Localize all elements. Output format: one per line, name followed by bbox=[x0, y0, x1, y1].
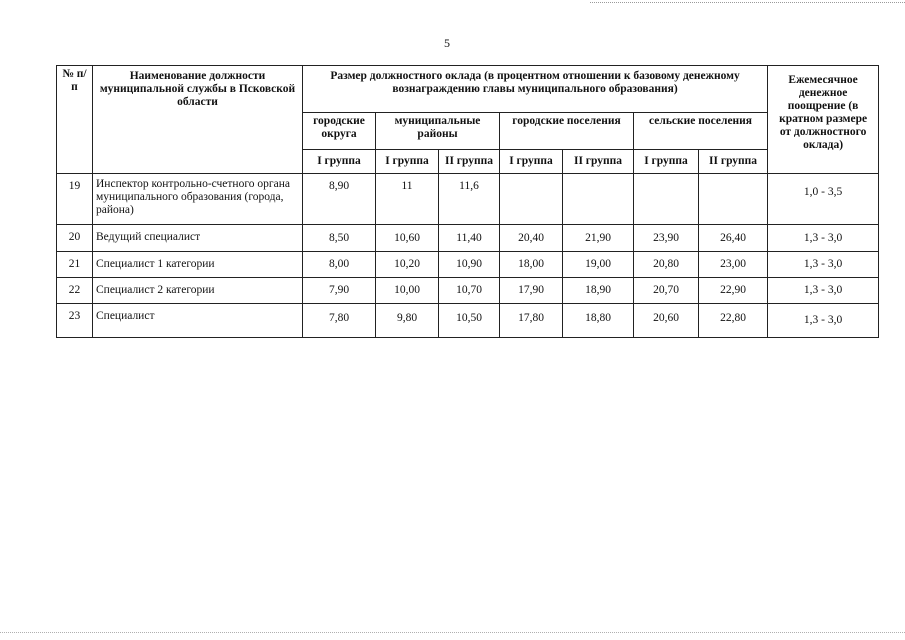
row-value: 18,00 bbox=[500, 252, 563, 278]
row-bonus: 1,3 - 3,0 bbox=[768, 252, 879, 278]
row-value: 22,90 bbox=[699, 278, 768, 304]
row-value: 18,80 bbox=[563, 304, 634, 338]
header-subgroup: I группа bbox=[303, 150, 376, 174]
row-position-name: Ведущий специалист bbox=[93, 225, 303, 252]
scan-edge-bottom bbox=[0, 632, 905, 633]
row-value: 8,90 bbox=[303, 174, 376, 225]
row-bonus: 1,0 - 3,5 bbox=[768, 174, 879, 225]
header-subgroup: II группа bbox=[563, 150, 634, 174]
row-value: 17,80 bbox=[500, 304, 563, 338]
salary-table bbox=[56, 65, 879, 338]
row-number: 19 bbox=[57, 174, 93, 225]
scan-edge-top bbox=[590, 2, 905, 3]
row-value bbox=[500, 174, 563, 225]
row-value: 26,40 bbox=[699, 225, 768, 252]
row-position-name: Специалист 2 категории bbox=[93, 278, 303, 304]
header-group-city-districts: городские округа bbox=[303, 113, 376, 150]
row-position-name: Специалист bbox=[93, 304, 303, 338]
row-value: 20,40 bbox=[500, 225, 563, 252]
row-position-name: Инспектор контрольно-счетного органа муниципального образования (города, района) bbox=[93, 174, 303, 225]
row-position-name: Специалист 1 категории bbox=[93, 252, 303, 278]
page-number: 5 bbox=[444, 36, 450, 50]
row-value: 11,40 bbox=[439, 225, 500, 252]
row-value bbox=[634, 174, 699, 225]
header-subgroup: I группа bbox=[500, 150, 563, 174]
row-value: 10,50 bbox=[439, 304, 500, 338]
row-value: 21,90 bbox=[563, 225, 634, 252]
row-value: 7,90 bbox=[303, 278, 376, 304]
row-number: 22 bbox=[57, 278, 93, 304]
header-monthly-bonus: Ежемесячное денежное поощрение (в кратном размере от должностного оклада) bbox=[768, 66, 879, 174]
table-row bbox=[57, 225, 879, 252]
header-subgroup: II группа bbox=[699, 150, 768, 174]
row-value: 20,60 bbox=[634, 304, 699, 338]
row-value: 18,90 bbox=[563, 278, 634, 304]
row-value: 8,00 bbox=[303, 252, 376, 278]
row-number: 21 bbox=[57, 252, 93, 278]
header-subgroup: I группа bbox=[376, 150, 439, 174]
row-value bbox=[699, 174, 768, 225]
table-row bbox=[57, 278, 879, 304]
row-value: 10,70 bbox=[439, 278, 500, 304]
row-bonus: 1,3 - 3,0 bbox=[768, 304, 879, 338]
header-salary-size: Размер должностного оклада (в процентном отношении к базовому денежному вознаграждению главы муниципального образования) bbox=[303, 66, 768, 113]
row-value: 7,80 bbox=[303, 304, 376, 338]
row-value: 10,00 bbox=[376, 278, 439, 304]
header-subgroup: I группа bbox=[634, 150, 699, 174]
row-value: 10,90 bbox=[439, 252, 500, 278]
header-position-name: Наименование должности муниципальной службы в Псковской области bbox=[93, 66, 303, 174]
table-row bbox=[57, 252, 879, 278]
header-group-rural-settlements: сельские поселения bbox=[634, 113, 768, 150]
row-value: 10,60 bbox=[376, 225, 439, 252]
row-value: 22,80 bbox=[699, 304, 768, 338]
row-number: 20 bbox=[57, 225, 93, 252]
table-row bbox=[57, 174, 879, 225]
header-group-municipal-areas: муниципальные районы bbox=[376, 113, 500, 150]
row-value: 11 bbox=[376, 174, 439, 225]
row-value: 17,90 bbox=[500, 278, 563, 304]
row-value: 11,6 bbox=[439, 174, 500, 225]
row-value: 23,90 bbox=[634, 225, 699, 252]
header-row-1 bbox=[57, 66, 879, 113]
row-value: 9,80 bbox=[376, 304, 439, 338]
row-bonus: 1,3 - 3,0 bbox=[768, 278, 879, 304]
row-value: 20,80 bbox=[634, 252, 699, 278]
header-subgroup: II группа bbox=[439, 150, 500, 174]
row-bonus: 1,3 - 3,0 bbox=[768, 225, 879, 252]
header-group-urban-settlements: городские поселения bbox=[500, 113, 634, 150]
row-value: 10,20 bbox=[376, 252, 439, 278]
row-value: 20,70 bbox=[634, 278, 699, 304]
row-value bbox=[563, 174, 634, 225]
row-value: 19,00 bbox=[563, 252, 634, 278]
row-value: 23,00 bbox=[699, 252, 768, 278]
table-row bbox=[57, 304, 879, 338]
row-value: 8,50 bbox=[303, 225, 376, 252]
row-number: 23 bbox=[57, 304, 93, 338]
header-num: № п/п bbox=[57, 66, 93, 174]
